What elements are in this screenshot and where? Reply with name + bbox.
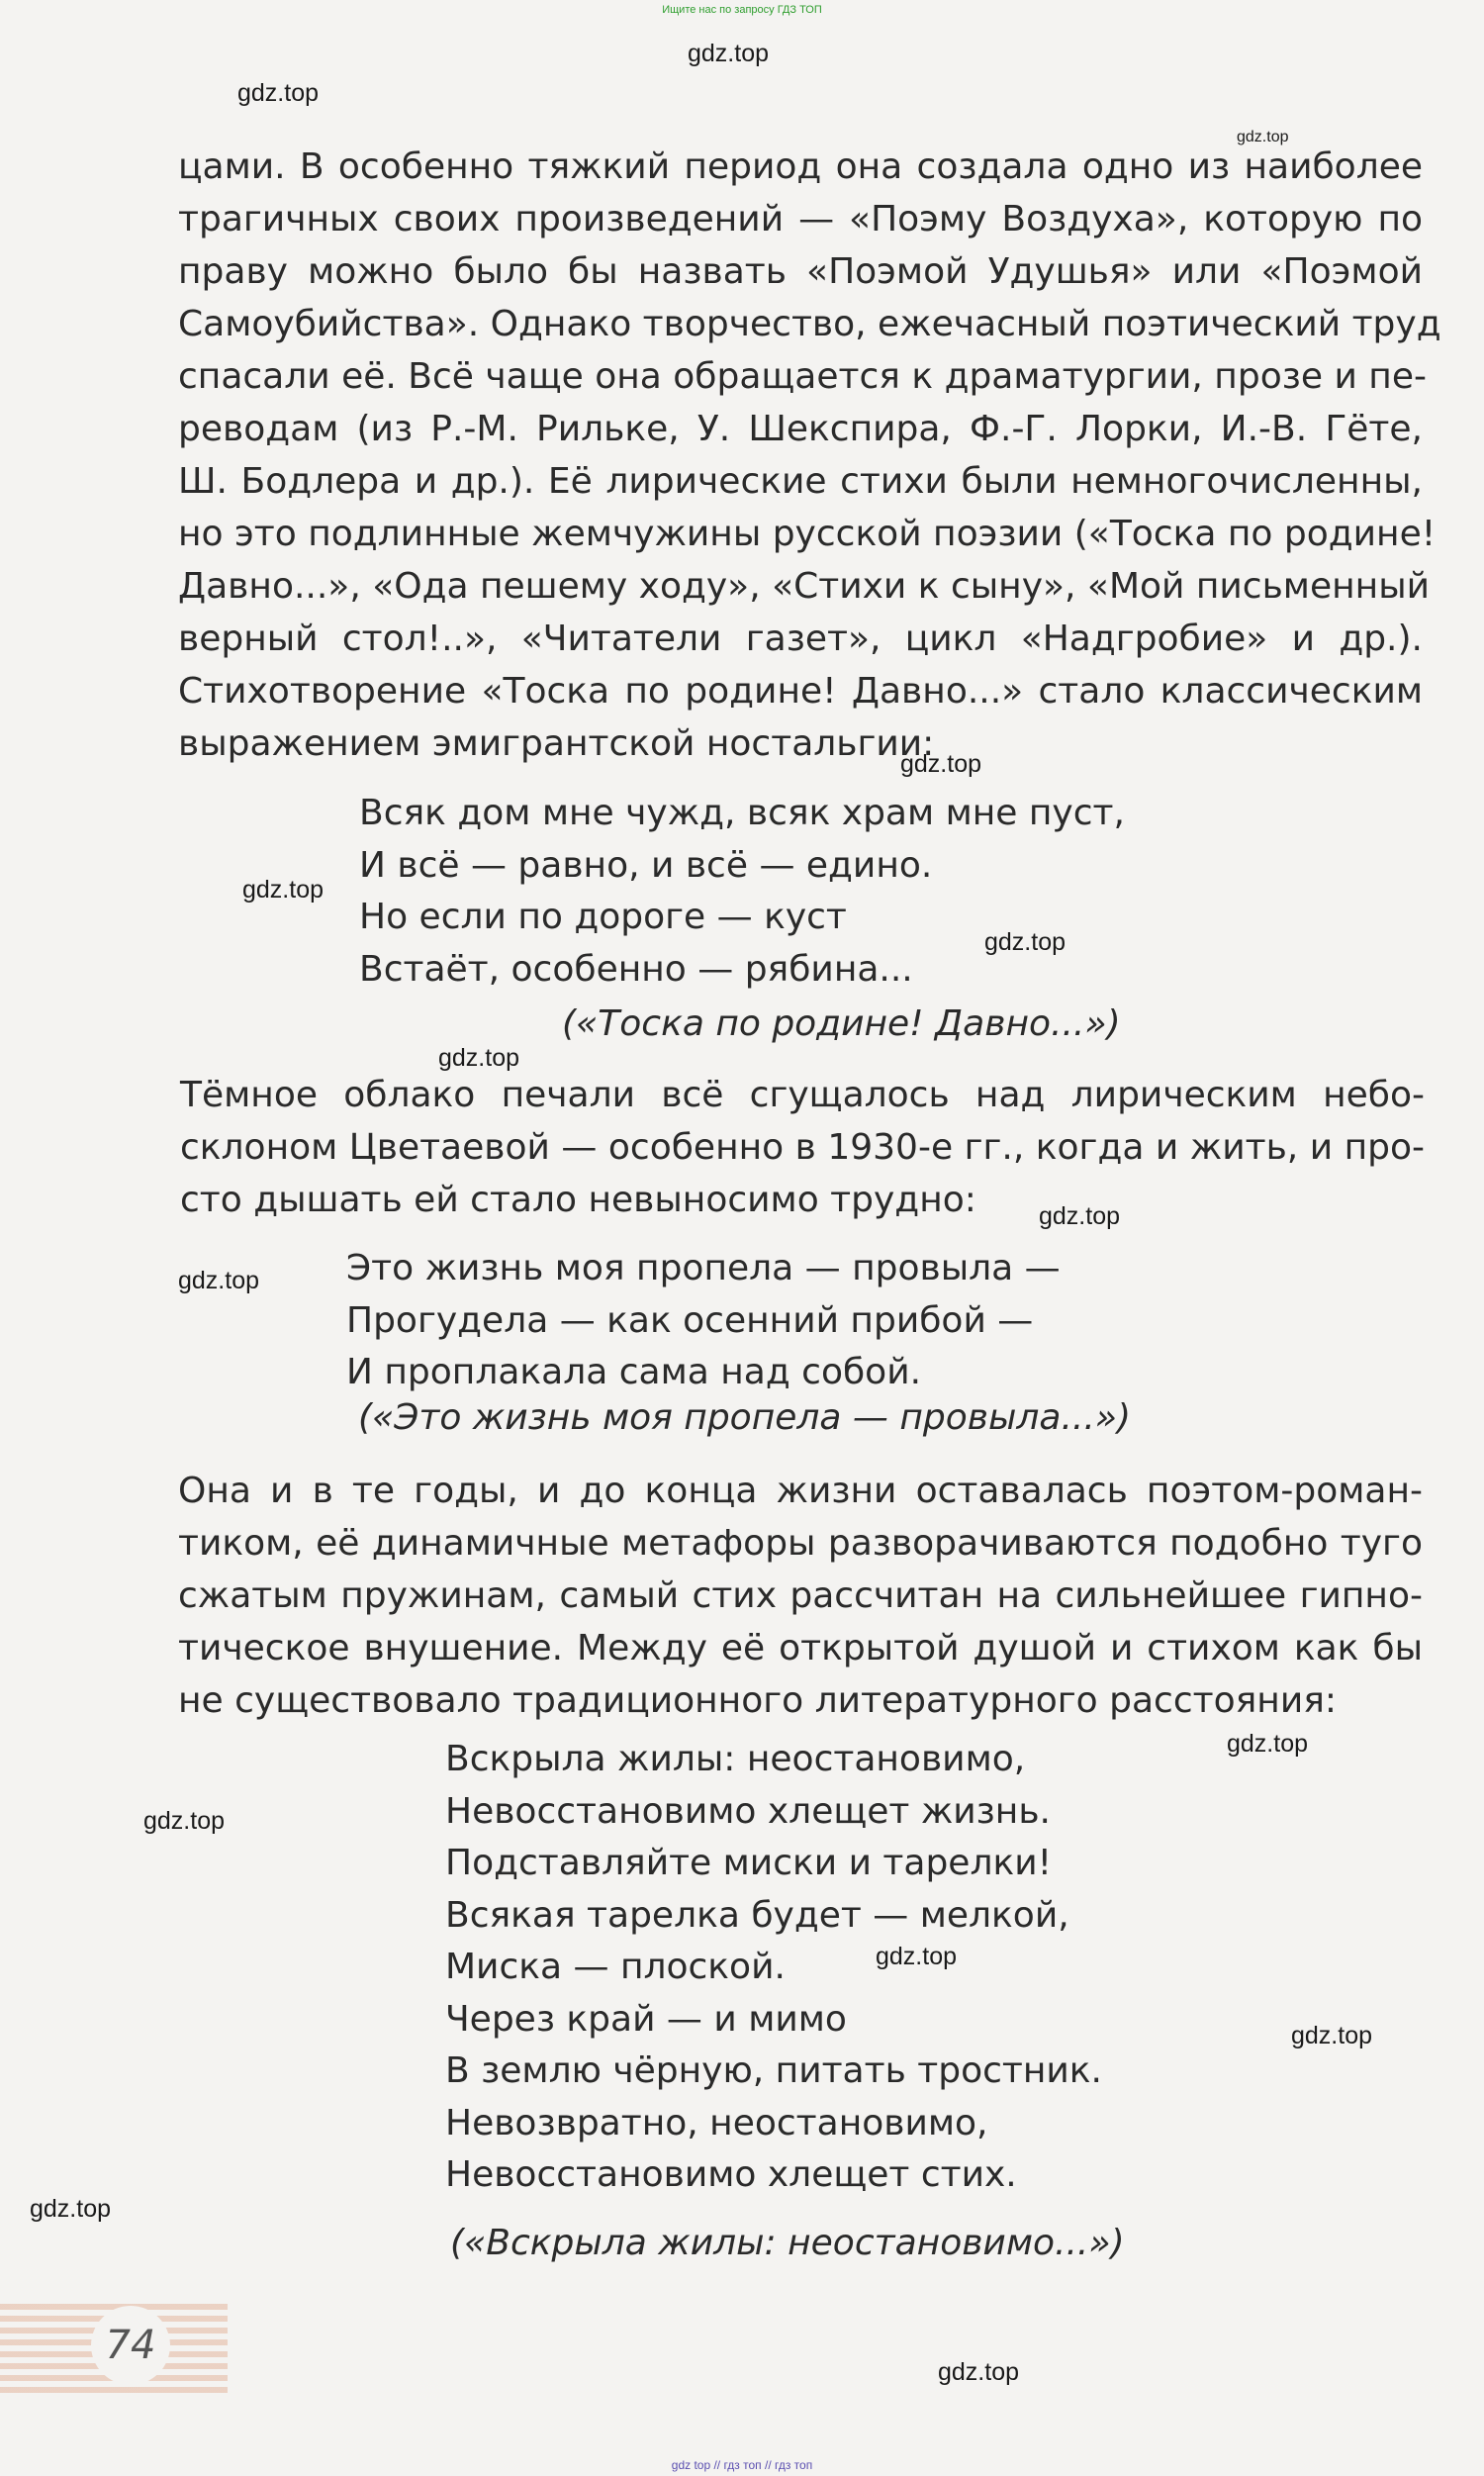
text-line: трагичных своих произведений — «Поэму Воздуха», которую по	[178, 199, 1423, 239]
text-line: сто дышать ей стало невыносимо трудно:	[180, 1180, 976, 1220]
text-line: Давно...», «Ода пешему ходу», «Стихи к сыну», «Мой письменный	[178, 566, 1431, 607]
top-banner[interactable]: Ищите нас по запросу ГДЗ ТОП	[662, 4, 822, 16]
paragraph	[180, 1069, 1425, 1226]
verse-attribution: («Вскрыла жилы: неостановимо...»)	[450, 2223, 1125, 2263]
verse-line: Вскрыла жилы: неостановимо,	[445, 1739, 1026, 1779]
verse-line: Прогудела — как осенний прибой —	[346, 1299, 1034, 1341]
verse-block	[346, 1243, 1061, 1399]
verse-block	[359, 788, 1125, 996]
watermark: gdz.top	[688, 40, 770, 67]
verse-line: Через край — и мимо	[445, 1998, 847, 2040]
text-line: Стихотворение «Тоска по родине! Давно...» стало классическим	[178, 671, 1423, 712]
text-line: спасали её. Всё чаще она обращается к драматургии, прозе и пе-	[178, 356, 1427, 397]
paragraph	[178, 141, 1441, 770]
verse-line: Всяк дом мне чужд, всяк храм мне пуст,	[359, 793, 1125, 833]
verse-attribution: («Это жизнь моя пропела — провыла...»)	[358, 1397, 1132, 1438]
verse-line: Но если по дороге — куст	[359, 897, 847, 937]
text-line: Самоубийства». Однако творчество, ежечасный поэтический труд	[178, 304, 1441, 344]
verse-attribution: («Тоска по родине! Давно...»)	[562, 1003, 1121, 1044]
text-line: но это подлинные жемчужины русской поэзии («Тоска по родине!	[178, 514, 1437, 554]
verse-line: В землю чёрную, питать тростник.	[445, 2050, 1102, 2091]
text-line: тиком, её динамичные метафоры разворачиваются подобно туго	[178, 1523, 1423, 1564]
text-line: склоном Цветаевой — особенно в 1930-е гг., когда и жить, и про-	[180, 1127, 1425, 1168]
watermark: gdz.top	[876, 1943, 958, 1970]
text-line: Тёмное облако печали всё сгущалось над лирическим небо-	[180, 1075, 1425, 1115]
watermark: gdz.top	[143, 1807, 226, 1835]
verse-line: Это жизнь моя пропела — провыла —	[346, 1248, 1061, 1288]
paragraph	[178, 1465, 1423, 1727]
watermark: gdz.top	[178, 1267, 260, 1294]
text-line: реводам (из Р.-М. Рильке, У. Шекспира, Ф.-Г. Лорки, И.-В. Гёте,	[178, 409, 1423, 449]
watermark: gdz.top	[438, 1044, 520, 1072]
text-line: не существовало традиционного литературного расстояния:	[178, 1680, 1338, 1721]
watermark: gdz.top	[984, 928, 1067, 956]
bottom-banner[interactable]: gdz top // гдз топ // гдз топ	[671, 2458, 813, 2472]
page-number: 74	[91, 2306, 170, 2385]
watermark: gdz.top	[1237, 129, 1289, 145]
watermark: gdz.top	[1227, 1730, 1309, 1758]
text-line: Она и в те годы, и до конца жизни оставалась поэтом-роман-	[178, 1471, 1423, 1511]
verse-line: Подставляйте миски и тарелки!	[445, 1843, 1053, 1883]
text-line: цами. В особенно тяжкий период она создала одно из наиболее	[178, 146, 1423, 187]
text-line: тическое внушение. Между её открытой душой и стихом как бы	[178, 1628, 1423, 1668]
text-line: праву можно было бы назвать «Поэмой Удушья» или «Поэмой	[178, 251, 1423, 292]
watermark: gdz.top	[1039, 1202, 1121, 1230]
verse-line: И проплакала сама над собой.	[346, 1352, 922, 1392]
watermark: gdz.top	[1291, 2022, 1373, 2049]
verse-line: Невозвратно, неостановимо,	[445, 2102, 988, 2143]
verse-line: И всё — равно, и всё — едино.	[359, 844, 933, 886]
watermark: gdz.top	[30, 2195, 112, 2223]
text-line: сжатым пружинам, самый стих рассчитан на сильнейшее гипно-	[178, 1575, 1423, 1616]
verse-block	[445, 1734, 1102, 2202]
watermark: gdz.top	[242, 876, 325, 904]
text-line: Ш. Бодлера и др.). Её лирические стихи были немногочисленны,	[178, 461, 1423, 502]
watermark: gdz.top	[938, 2358, 1020, 2386]
verse-line: Встаёт, особенно — рябина...	[359, 948, 913, 990]
verse-line: Миска — плоской.	[445, 1947, 786, 1987]
watermark: gdz.top	[237, 79, 320, 107]
verse-line: Невосстановимо хлещет стих.	[445, 2154, 1017, 2195]
verse-line: Невосстановимо хлещет жизнь.	[445, 1790, 1051, 1832]
text-line: верный стол!..», «Читатели газет», цикл «Надгробие» и др.).	[178, 619, 1423, 659]
verse-line: Всякая тарелка будет — мелкой,	[445, 1894, 1069, 1936]
watermark: gdz.top	[900, 750, 982, 778]
text-line: выражением эмигрантской ностальгии:	[178, 723, 935, 764]
